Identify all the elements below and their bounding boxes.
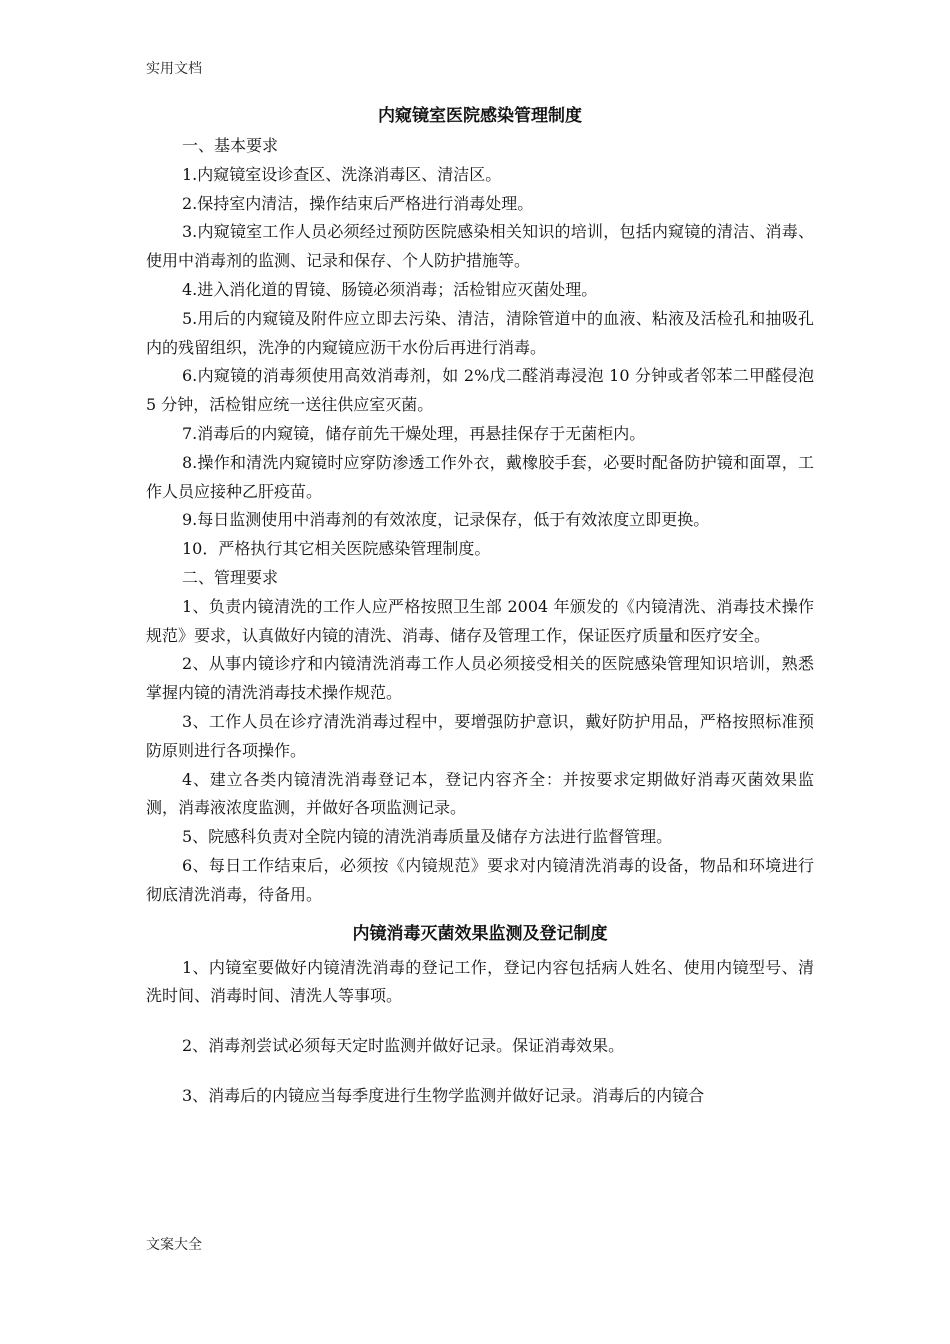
- paragraph: 8.操作和清洗内窥镜时应穿防渗透工作外衣，戴橡胶手套，必要时配备防护镜和面罩，工作人员应接种乙肝疫苗。: [146, 452, 814, 501]
- document-title: 内窥镜室医院感染管理制度: [378, 106, 582, 126]
- paragraph: 2、消毒剂尝试必须每天定时监测并做好记录。保证消毒效果。: [182, 1035, 625, 1055]
- paragraph: 7.消毒后的内窥镜，储存前先干燥处理，再悬挂保存于无菌柜内。: [182, 423, 646, 443]
- paragraph: 4.进入消化道的胃镜、肠镜必须消毒；活检钳应灭菌处理。: [182, 279, 598, 299]
- section-heading-basic: 一、基本要求: [182, 136, 279, 155]
- paragraph: 6、每日工作结束后，必须按《内镜规范》要求对内镜清洗消毒的设备，物品和环境进行彻底清洗消毒，待备用。: [146, 855, 814, 904]
- paragraph: 6.内窥镜的消毒须使用高效消毒剂，如 2%戊二醛消毒浸泡 10 分钟或者邻苯二甲醛侵泡 5 分钟，活检钳应统一送往供应室灭菌。: [146, 366, 814, 415]
- paragraph: 2.保持室内清洁，操作结束后严格进行消毒处理。: [182, 193, 534, 213]
- second-document-title: 内镜消毒灭菌效果监测及登记制度: [352, 923, 608, 944]
- paragraph: 3.内窥镜室工作人员必须经过预防医院感染相关知识的培训，包括内窥镜的清洁、消毒、使用中消毒剂的监测、记录和保存、个人防护措施等。: [146, 222, 814, 271]
- section-heading-management: 二、管理要求: [182, 567, 279, 587]
- paragraph: 5、院感科负责对全院内镜的清洗消毒质量及储存方法进行监督管理。: [182, 827, 673, 847]
- page-footer: 文案大全: [146, 1237, 202, 1253]
- paragraph: 9.每日监测使用中消毒剂的有效浓度，记录保存，低于有效浓度立即更换。: [182, 510, 710, 530]
- paragraph: 4、建立各类内镜清洗消毒登记本，登记内容齐全：并按要求定期做好消毒灭菌效果监测，消毒液浓度监测，并做好各项监测记录。: [146, 769, 814, 818]
- paragraph: 3、工作人员在诊疗清洗消毒过程中，要增强防护意识，戴好防护用品，严格按照标准预防原则进行各项操作。: [146, 711, 814, 760]
- paragraph: 2、从事内镜诊疗和内镜清洗消毒工作人员必须接受相关的医院感染管理知识培训，熟悉掌握内镜的清洗消毒技术操作规范。: [146, 654, 814, 703]
- paragraph: 1.内窥镜室设诊查区、洗涤消毒区、清洁区。: [182, 164, 502, 184]
- page-header: 实用文档: [146, 61, 202, 77]
- document-body: [146, 104, 814, 1132]
- paragraph: 5.用后的内窥镜及附件应立即去污染、清洁，清除管道中的血液、粘液及活检孔和抽吸孔内的残留组织，洗净的内窥镜应沥干水份后再进行消毒。: [146, 308, 814, 357]
- paragraph: 1、内镜室要做好内镜清洗消毒的登记工作，登记内容包括病人姓名、使用内镜型号、清洗时间、消毒时间、清洗人等事项。: [146, 957, 814, 1005]
- paragraph: 3、消毒后的内镜应当每季度进行生物学监测并做好记录。消毒后的内镜合: [182, 1085, 705, 1105]
- paragraph: 10．严格执行其它相关医院感染管理制度。: [182, 539, 491, 559]
- paragraph: 1、负责内镜清洗的工作人应严格按照卫生部 2004 年颁发的《内镜清洗、消毒技术操作规范》要求，认真做好内镜的清洗、消毒、储存及管理工作，保证医疗质量和医疗安全。: [146, 596, 814, 645]
